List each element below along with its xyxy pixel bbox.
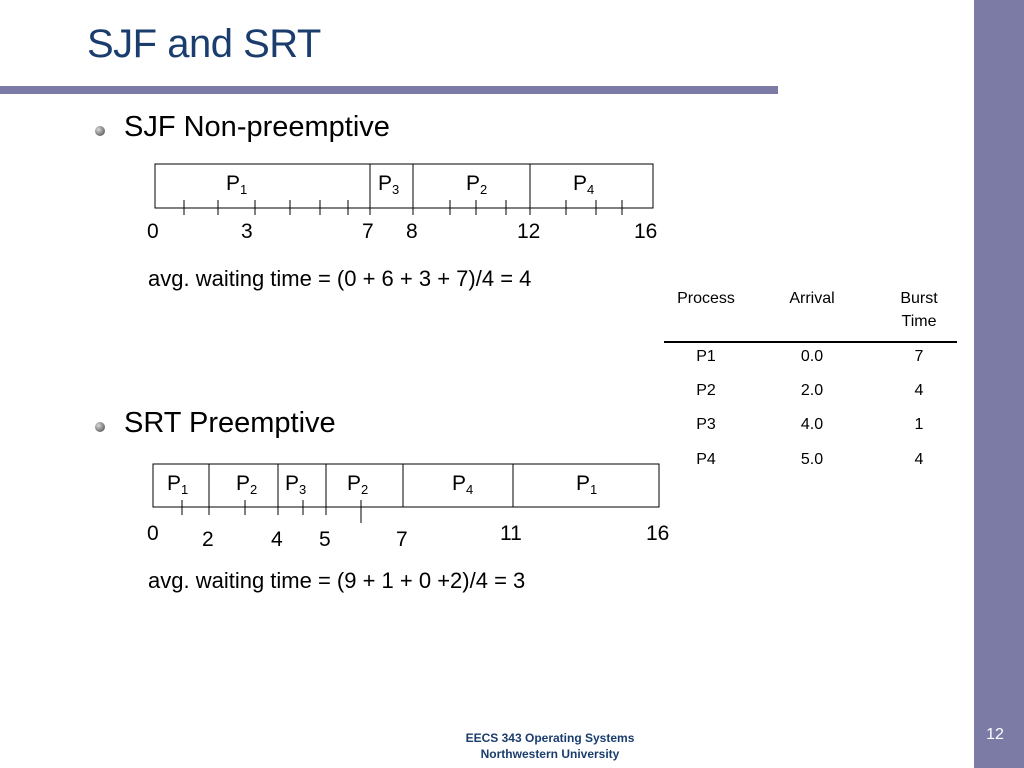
- sjf-time-label: 0: [147, 220, 159, 243]
- table-cell: 4: [914, 451, 924, 468]
- srt-time-label: 5: [319, 528, 331, 551]
- sjf-avg-waiting: avg. waiting time = (0 + 6 + 3 + 7)/4 = 4: [148, 266, 532, 291]
- sjf-time-label: 12: [517, 220, 541, 243]
- sjf-time-label: 8: [406, 220, 418, 243]
- page-number: 12: [986, 726, 1004, 743]
- srt-seg-label: P1: [576, 472, 598, 497]
- srt-seg-label: P2: [236, 472, 258, 497]
- srt-seg-label: P1: [167, 472, 189, 497]
- bullet-icon: [95, 422, 105, 432]
- footer-university: Northwestern University: [480, 747, 620, 761]
- srt-seg-label: P2: [347, 472, 369, 497]
- sjf-heading: SJF Non-preemptive: [124, 111, 390, 143]
- sjf-seg-label: P3: [378, 172, 400, 197]
- table-cell: 4.0: [800, 416, 824, 433]
- table-cell: P2: [696, 382, 716, 399]
- table-cell: 5.0: [800, 451, 824, 468]
- srt-time-label: 0: [147, 522, 159, 545]
- srt-time-label: 11: [500, 522, 522, 545]
- srt-ticks: [182, 500, 361, 523]
- table-cell: 7: [914, 348, 924, 365]
- srt-seg-label: P3: [285, 472, 307, 497]
- table-cell: 4: [914, 382, 924, 399]
- table-header-arrival: Arrival: [789, 290, 835, 307]
- slide-footer: [420, 730, 680, 762]
- table-header-time: Time: [901, 313, 937, 330]
- table-cell: P3: [696, 416, 716, 433]
- table-cell: 2.0: [800, 382, 824, 399]
- srt-time-label: 7: [396, 528, 408, 551]
- footer-course: EECS 343 Operating Systems: [465, 731, 635, 745]
- srt-avg-waiting: avg. waiting time = (9 + 1 + 0 +2)/4 = 3: [148, 568, 526, 593]
- sjf-time-label: 16: [634, 220, 658, 243]
- sjf-seg-label: P1: [226, 172, 248, 197]
- srt-time-label: 16: [646, 522, 670, 545]
- sjf-time-label: 7: [362, 220, 374, 243]
- sjf-time-label: 3: [241, 220, 253, 243]
- table-cell: P4: [696, 451, 716, 468]
- srt-time-label: 2: [202, 528, 214, 551]
- slide-title: SJF and SRT: [87, 22, 321, 66]
- srt-time-label: 4: [271, 528, 283, 551]
- table-cell: P1: [696, 348, 716, 365]
- srt-seg-label: P4: [452, 472, 474, 497]
- table-header-process: Process: [677, 290, 735, 307]
- sjf-seg-label: P4: [573, 172, 595, 197]
- srt-heading: SRT Preemptive: [124, 407, 336, 439]
- sjf-seg-label: P2: [466, 172, 488, 197]
- table-cell: 0.0: [800, 348, 824, 365]
- table-header-burst: Burst: [900, 290, 938, 307]
- table-cell: 1: [914, 416, 924, 433]
